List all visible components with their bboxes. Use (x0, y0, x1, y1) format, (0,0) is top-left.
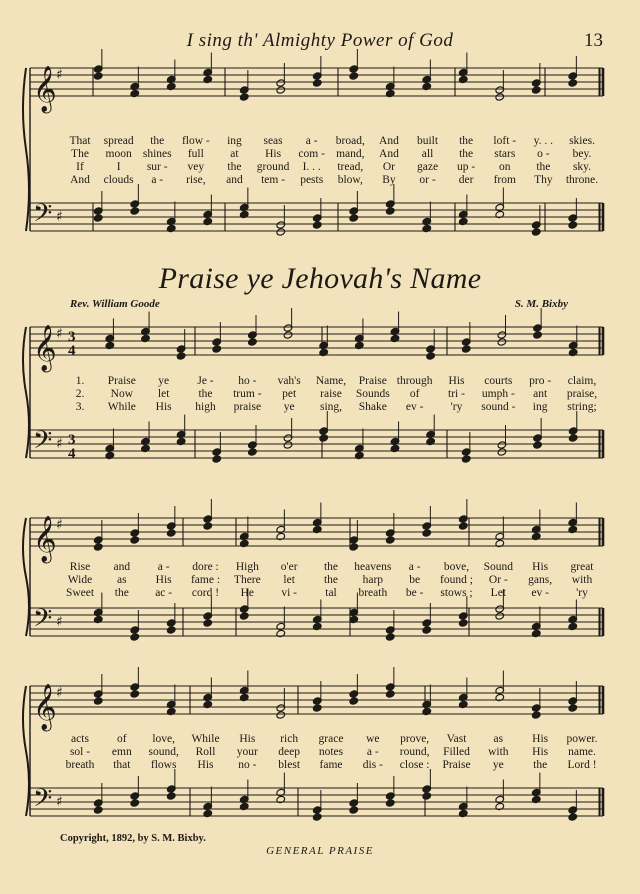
lyric-syllable: gans, (528, 574, 553, 586)
lyric-syllable: with (488, 746, 509, 758)
lyric-syllable: grace (318, 733, 344, 745)
lyric-syllable: Filled (443, 746, 470, 758)
note-head (349, 697, 359, 705)
lyric-syllable: ye (158, 375, 170, 387)
lyric-syllable: great (570, 561, 594, 573)
lyric-syllable: ing (532, 401, 548, 413)
key-signature-sharp-icon: ♯ (56, 517, 63, 533)
lyric-syllable: ground (256, 161, 290, 173)
lyric-syllable: pests (300, 174, 324, 186)
lyric-syllable: Thy (534, 174, 553, 186)
lyric-syllable: vey (187, 161, 205, 173)
lyric-syllable: up - (457, 161, 476, 173)
lyric-syllable: ing (227, 135, 242, 147)
lyric-syllable: of (409, 388, 420, 400)
lyric-syllable: Name, (315, 375, 347, 387)
note (93, 674, 103, 705)
lyric-syllable: found ; (440, 574, 473, 586)
note-head (385, 690, 395, 698)
lyric-syllable: ye (283, 401, 295, 413)
lyric-syllable: a - (366, 746, 379, 758)
note (130, 667, 140, 698)
lyric-syllable: ev - (405, 401, 424, 413)
lyric-syllable: high (195, 401, 216, 413)
lyric-syllable: bey. (572, 148, 592, 160)
lyric-syllable: Wide (67, 574, 93, 586)
lyric-syllable: His (532, 746, 549, 758)
note-head (312, 704, 322, 712)
lyric-syllable: blow, (337, 174, 363, 186)
lyric-syllable: His (197, 759, 214, 771)
lyric-syllable: breath (65, 759, 95, 771)
lyric-syllable: broad, (335, 135, 365, 147)
key-signature-sharp-icon: ♯ (56, 67, 63, 83)
lyric-syllable: Now (110, 388, 134, 400)
lyric-syllable: stars (494, 148, 516, 160)
lyric-syllable: flows (150, 759, 177, 771)
lyric-syllable: be (409, 574, 421, 586)
lyric-syllable: His (532, 561, 549, 573)
note (130, 776, 140, 807)
lyric-syllable: mand, (336, 148, 365, 160)
lyric-syllable: 2. (75, 388, 85, 400)
lyric-syllable: ye (492, 759, 504, 771)
lyric-syllable: the (323, 574, 339, 586)
note-head (93, 806, 103, 814)
key-signature-sharp-icon: ♯ (56, 326, 63, 342)
time-signature-bottom: 4 (68, 446, 76, 462)
lyric-syllable: pro - (529, 375, 552, 387)
lyric-syllable: claim, (567, 375, 597, 387)
lyric-syllable: pet (282, 388, 297, 400)
note (422, 769, 432, 800)
lyric-syllable: and (226, 174, 243, 186)
time-signature-bottom: 4 (68, 343, 76, 359)
note-head (422, 792, 432, 800)
lyric-syllable: Vast (446, 733, 467, 745)
lyric-syllable: your (236, 746, 258, 758)
note (385, 776, 395, 807)
note-head (385, 799, 395, 807)
bass-clef-icon: 𝄢 (33, 784, 53, 819)
lyric-syllable: fame : (190, 574, 221, 586)
key-signature-sharp-icon: ♯ (56, 209, 63, 225)
lyric-syllable: com - (298, 148, 325, 160)
lyric-syllable: Sweet (65, 587, 95, 599)
copyright-notice: Copyright, 1892, by S. M. Bixby. (60, 833, 206, 844)
lyric-syllable: through (396, 375, 433, 387)
lyric-syllable: His (448, 375, 465, 387)
lyric-syllable: raise (320, 388, 342, 400)
lyric-syllable: deep (278, 746, 301, 758)
verse-line (0, 732, 640, 746)
note-head (568, 813, 578, 821)
treble-clef-icon: 𝄞 (33, 516, 57, 562)
note-head (568, 704, 578, 712)
lyric-syllable: shines (142, 148, 172, 160)
lyric-syllable: emn (111, 746, 132, 758)
lyric-syllable: There (233, 574, 261, 586)
note-head (531, 711, 541, 719)
lyric-syllable: sing, (319, 401, 343, 413)
lyric-syllable: sur - (146, 161, 168, 173)
bass-clef-icon: 𝄢 (33, 426, 53, 461)
lyric-syllable: let (157, 388, 170, 400)
lyric-syllable: be - (405, 587, 424, 599)
lyric-syllable: harp (362, 574, 384, 586)
lyric-syllable: And (379, 135, 399, 147)
lyric-syllable: acts (71, 733, 89, 745)
lyric-syllable: stows ; (440, 587, 473, 599)
lyric-syllable: His (532, 733, 549, 745)
lyric-syllable: no - (238, 759, 257, 771)
treble-clef-icon: 𝄞 (33, 325, 57, 371)
note-head (276, 711, 286, 719)
note-head (166, 792, 176, 800)
lyric-syllable: the (227, 161, 242, 173)
lyric-syllable: that (113, 759, 131, 771)
lyric-syllable: the (459, 135, 474, 147)
lyric-syllable: While (191, 733, 220, 745)
lyric-syllable: a - (305, 135, 318, 147)
lyric-syllable: the (536, 161, 551, 173)
lyric-syllable: and (113, 561, 131, 573)
lyric-syllable: the (150, 135, 165, 147)
lyric-syllable: I. . . (302, 161, 321, 173)
lyric-syllable: Roll (195, 746, 216, 758)
lyric-syllable: dore : (192, 561, 219, 573)
lyric-syllable: close : (399, 759, 430, 771)
lyric-syllable: o'er (280, 561, 298, 573)
lyric-syllable: seas (263, 135, 283, 147)
key-signature-sharp-icon: ♯ (56, 794, 63, 810)
lyric-syllable: trum - (233, 388, 262, 400)
lyric-syllable: Praise (358, 375, 387, 387)
lyric-syllable: a - (408, 561, 421, 573)
lyric-syllable: vi - (281, 587, 297, 599)
lyric-syllable: as (117, 574, 127, 586)
bass-clef-icon: 𝄢 (33, 604, 53, 639)
lyric-syllable: sound, (148, 746, 179, 758)
key-signature-sharp-icon: ♯ (56, 685, 63, 701)
lyric-syllable: sol - (69, 746, 91, 758)
time-signature-top: 3 (68, 432, 76, 448)
lyric-syllable: If (76, 161, 84, 173)
lyric-syllable: 3. (75, 401, 85, 413)
lyric-syllable: as (493, 733, 504, 745)
lyric-syllable: 'ry (450, 401, 463, 413)
lyric-syllable: He (240, 587, 255, 599)
lyric-syllable: clouds (103, 174, 134, 186)
hymn-title: Praise ye Jehovah's Name (158, 262, 482, 295)
lyric-syllable: fame (319, 759, 343, 771)
lyric-syllable: of (117, 733, 127, 745)
lyric-syllable: throne. (565, 174, 599, 186)
lyric-syllable: let (283, 574, 295, 586)
lyric-syllable: a - (157, 561, 170, 573)
lyric-syllable: vah's (277, 375, 301, 387)
lyric-syllable: gaze (416, 161, 439, 173)
lyric-syllable: And (379, 148, 399, 160)
lyric-syllable: moon (105, 148, 132, 160)
note-head (130, 799, 140, 807)
note (349, 674, 359, 705)
lyric-syllable: all (421, 148, 434, 160)
note-head (130, 690, 140, 698)
lyric-syllable: notes (318, 746, 344, 758)
verse-line (0, 758, 640, 772)
lyric-syllable: praise, (566, 388, 598, 400)
lyric-syllable: at (230, 148, 239, 160)
lyric-syllable: the (114, 587, 129, 599)
note-head (93, 697, 103, 705)
lyric-syllable: y. . . (533, 135, 554, 147)
lyric-syllable: 1. (75, 375, 85, 387)
lyric-syllable: flow - (181, 135, 210, 147)
lyric-syllable: ant (533, 388, 548, 400)
key-signature-sharp-icon: ♯ (56, 614, 63, 630)
lyric-syllable: That (69, 135, 91, 147)
lyric-syllable: a - (151, 174, 164, 186)
lyric-syllable: tal (325, 587, 337, 599)
lyric-syllable: Shake (358, 401, 387, 413)
lyric-syllable: Rise (69, 561, 91, 573)
lyric-syllable: spread (103, 135, 134, 147)
lyric-syllable: Praise (107, 375, 136, 387)
lyric-syllable: we (366, 733, 380, 745)
page-header-title: I sing th' Almighty Power of God (186, 30, 454, 51)
lyric-syllable: His (155, 574, 172, 586)
lyric-syllable: cord ! (191, 587, 220, 599)
lyric-syllable: the (323, 561, 339, 573)
lyric-syllable: name. (568, 746, 596, 758)
lyric-syllable: breath (358, 587, 388, 599)
lyric-syllable: His (265, 148, 282, 160)
note-head (349, 806, 359, 814)
lyric-syllable: dis - (362, 759, 383, 771)
lyric-syllable: prove, (400, 733, 430, 745)
lyric-syllable: tem - (261, 174, 286, 186)
treble-clef-icon: 𝄞 (33, 684, 57, 730)
lyric-syllable: heavens (354, 561, 392, 573)
lyric-syllable: Lord ! (567, 759, 597, 771)
lyric-syllable: loft - (493, 135, 517, 147)
bass-staff (30, 769, 603, 821)
lyric-syllable: Sound (483, 561, 514, 573)
lyric-syllable: sky. (572, 161, 592, 173)
bass-clef-icon: 𝄢 (33, 199, 53, 234)
lyric-syllable: power. (566, 733, 598, 745)
treble-staff (30, 667, 603, 732)
lyricist-credit: Rev. William Goode (70, 298, 160, 310)
lyric-syllable: Or - (488, 574, 508, 586)
note (385, 667, 395, 698)
time-signature-top: 3 (68, 329, 76, 345)
lyric-syllable: umph - (481, 388, 515, 400)
lyric-syllable: Je - (197, 375, 214, 387)
lyric-syllable: the (459, 148, 474, 160)
lyric-syllable: tread, (337, 161, 364, 173)
lyric-syllable: the (533, 759, 548, 771)
lyric-syllable: blest (278, 759, 301, 771)
lyric-syllable: sound - (481, 401, 516, 413)
lyric-syllable: rise, (186, 174, 206, 186)
lyric-syllable: rich (280, 733, 299, 745)
lyric-syllable: der (458, 174, 474, 186)
lyric-syllable: on (499, 161, 511, 173)
page-number: 13 (584, 30, 603, 51)
lyric-syllable: His (239, 733, 256, 745)
lyric-syllable: or - (419, 174, 436, 186)
lyric-syllable: I (116, 161, 121, 173)
lyric-syllable: Or (382, 161, 395, 173)
note (166, 769, 176, 800)
lyric-syllable: ac - (155, 587, 173, 599)
key-signature-sharp-icon: ♯ (56, 436, 63, 452)
lyric-syllable: with (571, 574, 593, 586)
lyric-syllable: tri - (448, 388, 465, 400)
lyric-syllable: skies. (569, 135, 595, 147)
lyric-syllable: round, (399, 746, 430, 758)
lyric-syllable: o - (537, 148, 550, 160)
lyric-syllable: While (107, 401, 136, 413)
lyric-syllable: courts (484, 375, 513, 387)
lyric-syllable: And (70, 174, 90, 186)
lyric-syllable: bove, (443, 561, 470, 573)
section-label: GENERAL PRAISE (266, 845, 374, 857)
verse-line (0, 745, 640, 759)
lyric-syllable: ho - (238, 375, 257, 387)
note-head (312, 813, 322, 821)
lyric-syllable: By (382, 174, 396, 186)
lyric-syllable: High (235, 561, 259, 573)
composer-credit: S. M. Bixby (514, 298, 568, 310)
lyric-syllable: string; (567, 401, 597, 413)
lyric-syllable: ev - (531, 587, 549, 599)
lyric-syllable: built (416, 135, 439, 147)
lyric-syllable: love, (152, 733, 175, 745)
lyric-syllable: praise (233, 401, 262, 413)
lyric-syllable: His (155, 401, 172, 413)
lyric-syllable: Sounds (355, 388, 390, 400)
lyric-syllable: full (187, 148, 204, 160)
lyric-syllable: the (198, 388, 213, 400)
lyric-syllable: The (71, 148, 89, 160)
lyric-syllable: 'ry (576, 587, 588, 599)
lyric-syllable: from (493, 174, 516, 186)
treble-clef-icon: 𝄞 (33, 66, 57, 112)
lyric-syllable: Let (490, 587, 506, 599)
lyric-syllable: Praise (442, 759, 471, 771)
